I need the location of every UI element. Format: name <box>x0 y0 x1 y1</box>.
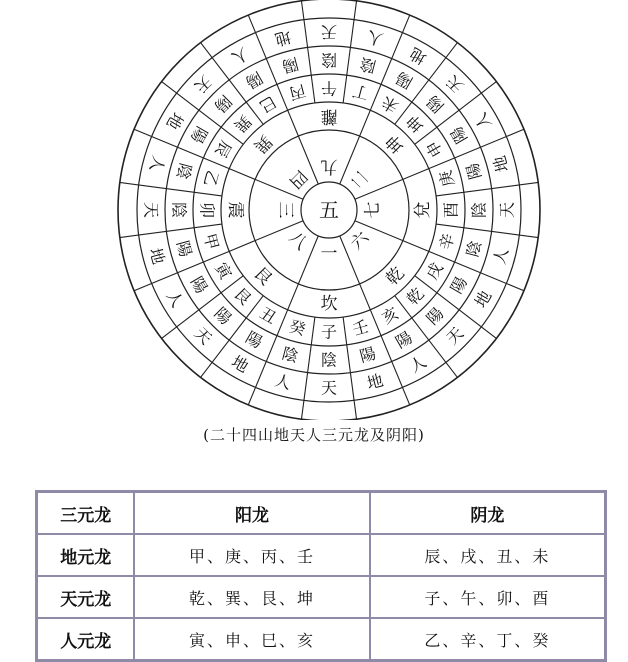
dragon-label: 天 <box>442 71 468 97</box>
mountain-label: 壬 <box>350 316 371 340</box>
dragon-label: 天 <box>190 323 216 349</box>
row-yin: 辰、戌、丑、未 <box>370 534 605 576</box>
mountain-label: 乾 <box>402 283 428 309</box>
mountain-label: 丙 <box>287 80 308 104</box>
trigram-label: 震 <box>225 201 245 219</box>
trigram-label: 兌 <box>413 201 433 219</box>
palace-number: 七 <box>363 201 383 219</box>
palace-number: 三 <box>275 201 295 219</box>
yin-yang-label: 陰 <box>169 201 189 219</box>
yin-yang-label: 陽 <box>186 273 212 297</box>
row-name: 人元龙 <box>37 618 134 660</box>
dragon-label: 天 <box>141 201 161 219</box>
mountain-label: 庚 <box>435 168 459 189</box>
dragon-label: 人 <box>228 43 252 69</box>
three-dragons-table <box>35 490 607 662</box>
table-header-row <box>37 492 605 534</box>
palace-number: 六 <box>347 228 374 255</box>
row-name: 地元龙 <box>37 534 134 576</box>
mountain-label: 巳 <box>256 92 280 117</box>
trigram-label: 乾 <box>382 263 409 290</box>
trigram-label: 艮 <box>249 263 276 290</box>
dragon-label: 天 <box>442 323 468 349</box>
row-yang: 乾、巽、艮、坤 <box>134 576 369 618</box>
trigram-label: 巽 <box>249 130 276 157</box>
yin-yang-label: 陰 <box>320 350 338 370</box>
yin-yang-label: 陽 <box>242 327 266 353</box>
yin-yang-label: 陽 <box>279 53 301 77</box>
diagram-labels <box>142 23 517 398</box>
row-yin: 乙、辛、丁、癸 <box>370 618 605 660</box>
palace-number: 一 <box>320 244 338 264</box>
mountain-label: 申 <box>422 137 447 161</box>
yin-yang-label: 陰 <box>357 53 379 77</box>
dragon-label: 人 <box>364 26 386 50</box>
mountain-label: 艮 <box>230 283 256 309</box>
mountain-label: 辰 <box>211 137 236 161</box>
yin-yang-label: 陽 <box>422 91 448 117</box>
mountain-label: 未 <box>378 92 402 117</box>
mountain-label: 午 <box>320 78 338 98</box>
row-yin: 子、午、卯、酉 <box>370 576 605 618</box>
table-row <box>37 534 605 576</box>
yin-yang-label: 陰 <box>172 160 196 182</box>
dragon-label: 地 <box>162 109 188 133</box>
dragon-label: 地 <box>406 43 430 69</box>
dragon-label: 人 <box>145 153 169 175</box>
mountain-label: 酉 <box>441 201 461 219</box>
mountain-label: 丁 <box>350 80 371 104</box>
yin-yang-label: 陰 <box>320 50 338 70</box>
mountain-label: 辛 <box>435 231 459 252</box>
yin-yang-label: 陽 <box>392 327 416 353</box>
yin-yang-label: 陽 <box>172 238 196 260</box>
yin-yang-label: 陽 <box>210 91 236 117</box>
yin-yang-label: 陽 <box>210 303 236 329</box>
yin-yang-label: 陽 <box>462 160 486 182</box>
header-yang-dragon: 阳龙 <box>134 492 369 534</box>
dragon-label: 地 <box>272 26 294 50</box>
header-yin-dragon: 阴龙 <box>370 492 605 534</box>
mountain-label: 卯 <box>197 201 217 219</box>
yin-yang-label: 陰 <box>462 238 486 260</box>
dragon-label: 人 <box>489 245 513 267</box>
center-number: 五 <box>319 198 339 222</box>
dragon-label: 人 <box>470 109 496 133</box>
trigram-label: 坎 <box>320 294 338 314</box>
dragon-label: 地 <box>228 351 252 377</box>
dragon-label: 天 <box>320 378 338 398</box>
dragon-label: 人 <box>406 351 430 377</box>
palace-number: 二 <box>347 165 374 192</box>
table-row <box>37 618 605 660</box>
dragon-label: 地 <box>489 153 513 175</box>
yin-yang-label: 陽 <box>186 123 212 147</box>
palace-number: 四 <box>284 165 311 192</box>
mountain-label: 巽 <box>230 111 256 137</box>
palace-number: 九 <box>320 156 338 176</box>
dragon-label: 地 <box>364 370 386 394</box>
mountain-label: 坤 <box>402 111 428 137</box>
mountain-label: 子 <box>320 322 338 342</box>
table-row <box>37 576 605 618</box>
dragon-label: 天 <box>320 22 338 42</box>
yin-yang-label: 陽 <box>446 123 472 147</box>
dragon-label: 天 <box>497 201 517 219</box>
diagram-caption: (二十四山地天人三元龙及阴阳) <box>203 426 425 444</box>
dragon-label: 地 <box>145 245 169 267</box>
yin-yang-label: 陰 <box>279 343 301 367</box>
dragon-label: 人 <box>162 287 188 311</box>
yin-yang-label: 陽 <box>242 67 266 93</box>
yin-yang-label: 陽 <box>357 343 379 367</box>
row-name: 天元龙 <box>37 576 134 618</box>
mountain-label: 丑 <box>256 303 280 328</box>
yin-yang-label: 陽 <box>392 67 416 93</box>
row-yang: 寅、申、巳、亥 <box>134 618 369 660</box>
yin-yang-label: 陰 <box>469 201 489 219</box>
mountain-label: 寅 <box>211 259 236 283</box>
dragon-label: 人 <box>272 370 294 394</box>
mountain-label: 乙 <box>199 168 223 189</box>
trigram-label: 坤 <box>382 130 409 157</box>
mountain-label: 戌 <box>422 259 447 283</box>
mountain-label: 甲 <box>199 231 223 252</box>
mountain-label: 癸 <box>287 316 308 340</box>
yin-yang-label: 陽 <box>422 303 448 329</box>
trigram-label: 離 <box>320 106 338 126</box>
row-yang: 甲、庚、丙、壬 <box>134 534 369 576</box>
dragon-label: 地 <box>470 287 496 311</box>
palace-number: 八 <box>284 228 311 255</box>
dragon-label: 天 <box>190 71 216 97</box>
mountain-label: 亥 <box>378 303 402 328</box>
header-three-dragons: 三元龙 <box>37 492 134 534</box>
yin-yang-label: 陽 <box>446 273 472 297</box>
